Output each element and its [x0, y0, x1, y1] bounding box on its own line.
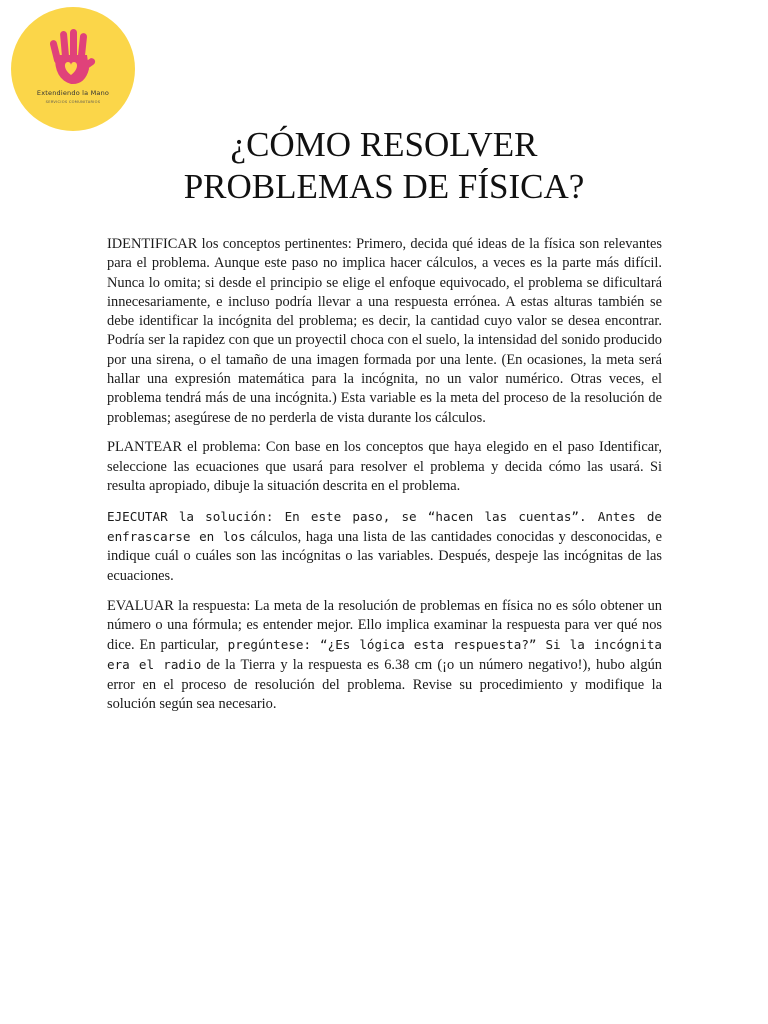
paragraph-text: el problema: Con base en los conceptos que haya elegido en el paso Identificar, seleccione las ecuaciones que usará para resolver el problema y decida cómo las usará. Si resulta apropiado, dibuje la situación descrita en el problema.	[107, 439, 662, 495]
document-body	[107, 235, 662, 725]
paragraph-text-mono: la solución: En este paso, se “hacen las cuentas”. Antes de enfrascarse en los	[107, 508, 662, 545]
paragraph-text: cálculos, haga una lista de las cantidades conocidas y desconocidas, e indique cuál o cuáles son las incógnitas o las variables. Después, despeje las incógnitas de las ecuaciones.	[107, 529, 662, 584]
paragraph-text-mono: pregúntese: “¿Es lógica esta respuesta?” Si la incógnita era el radio	[107, 637, 662, 673]
title-line-2: PROBLEMAS DE FÍSICA?	[183, 167, 585, 206]
section-label: EJECUTAR	[107, 508, 168, 524]
title-line-1: ¿CÓMO RESOLVER	[230, 125, 538, 164]
paragraph-plantear	[107, 438, 662, 496]
section-label: EVALUAR	[107, 597, 174, 614]
logo-subtitle: SERVICIOS COMUNITARIOS	[45, 100, 101, 104]
section-label: IDENTIFICAR	[107, 236, 198, 252]
paragraph-text: de la Tierra y la respuesta es 6.38 cm (¡o un número negativo!), hubo algún error en el proceso de resolución del problema. Revise su procedimiento y modifique la solución según sea necesario.	[107, 657, 662, 713]
paragraph-text: la respuesta: La meta de la resolución de problemas en física no es sólo obtener un número o una fórmula; es entender mejor. Ello implica examinar la respuesta para ver qué nos dice. En particular,	[107, 597, 662, 654]
paragraph-evaluar	[107, 597, 662, 715]
hand-heart-icon	[49, 29, 97, 89]
page-title	[0, 124, 768, 208]
logo	[11, 7, 135, 131]
paragraph-ejecutar	[107, 507, 662, 586]
paragraph-identificar	[107, 235, 662, 428]
logo-name: Extendiendo la Mano	[36, 89, 110, 97]
paragraph-text: los conceptos pertinentes: Primero, decida qué ideas de la física son relevantes para el problema. Aunque este paso no implica hacer cálculos, a veces es la parte más difícil. Nunca lo omita; si desde el principio se elige el enfoque equivocado, el problema se dificultará innecesariamente, e incluso podría llevar a una respuesta errónea. A estas alturas también se debe identificar la incógnita del problema; es decir, la cantidad cuyo valor se desea encontrar. Podría ser la rapidez con que un proyectil choca con el suelo, la intensidad del sonido producido por una sirena, o el tamaño de una imagen formada por una lente. (En ocasiones, la meta será hallar una expresión matemática para la incógnita, no un valor numérico. Otras veces, el problema tendrá más de una incógnita.) Esta variable es la meta del proceso de la resolución de problemas; asegúrese de no perderla de vista durante los cálculos.	[107, 236, 662, 426]
section-label: PLANTEAR	[107, 439, 183, 456]
